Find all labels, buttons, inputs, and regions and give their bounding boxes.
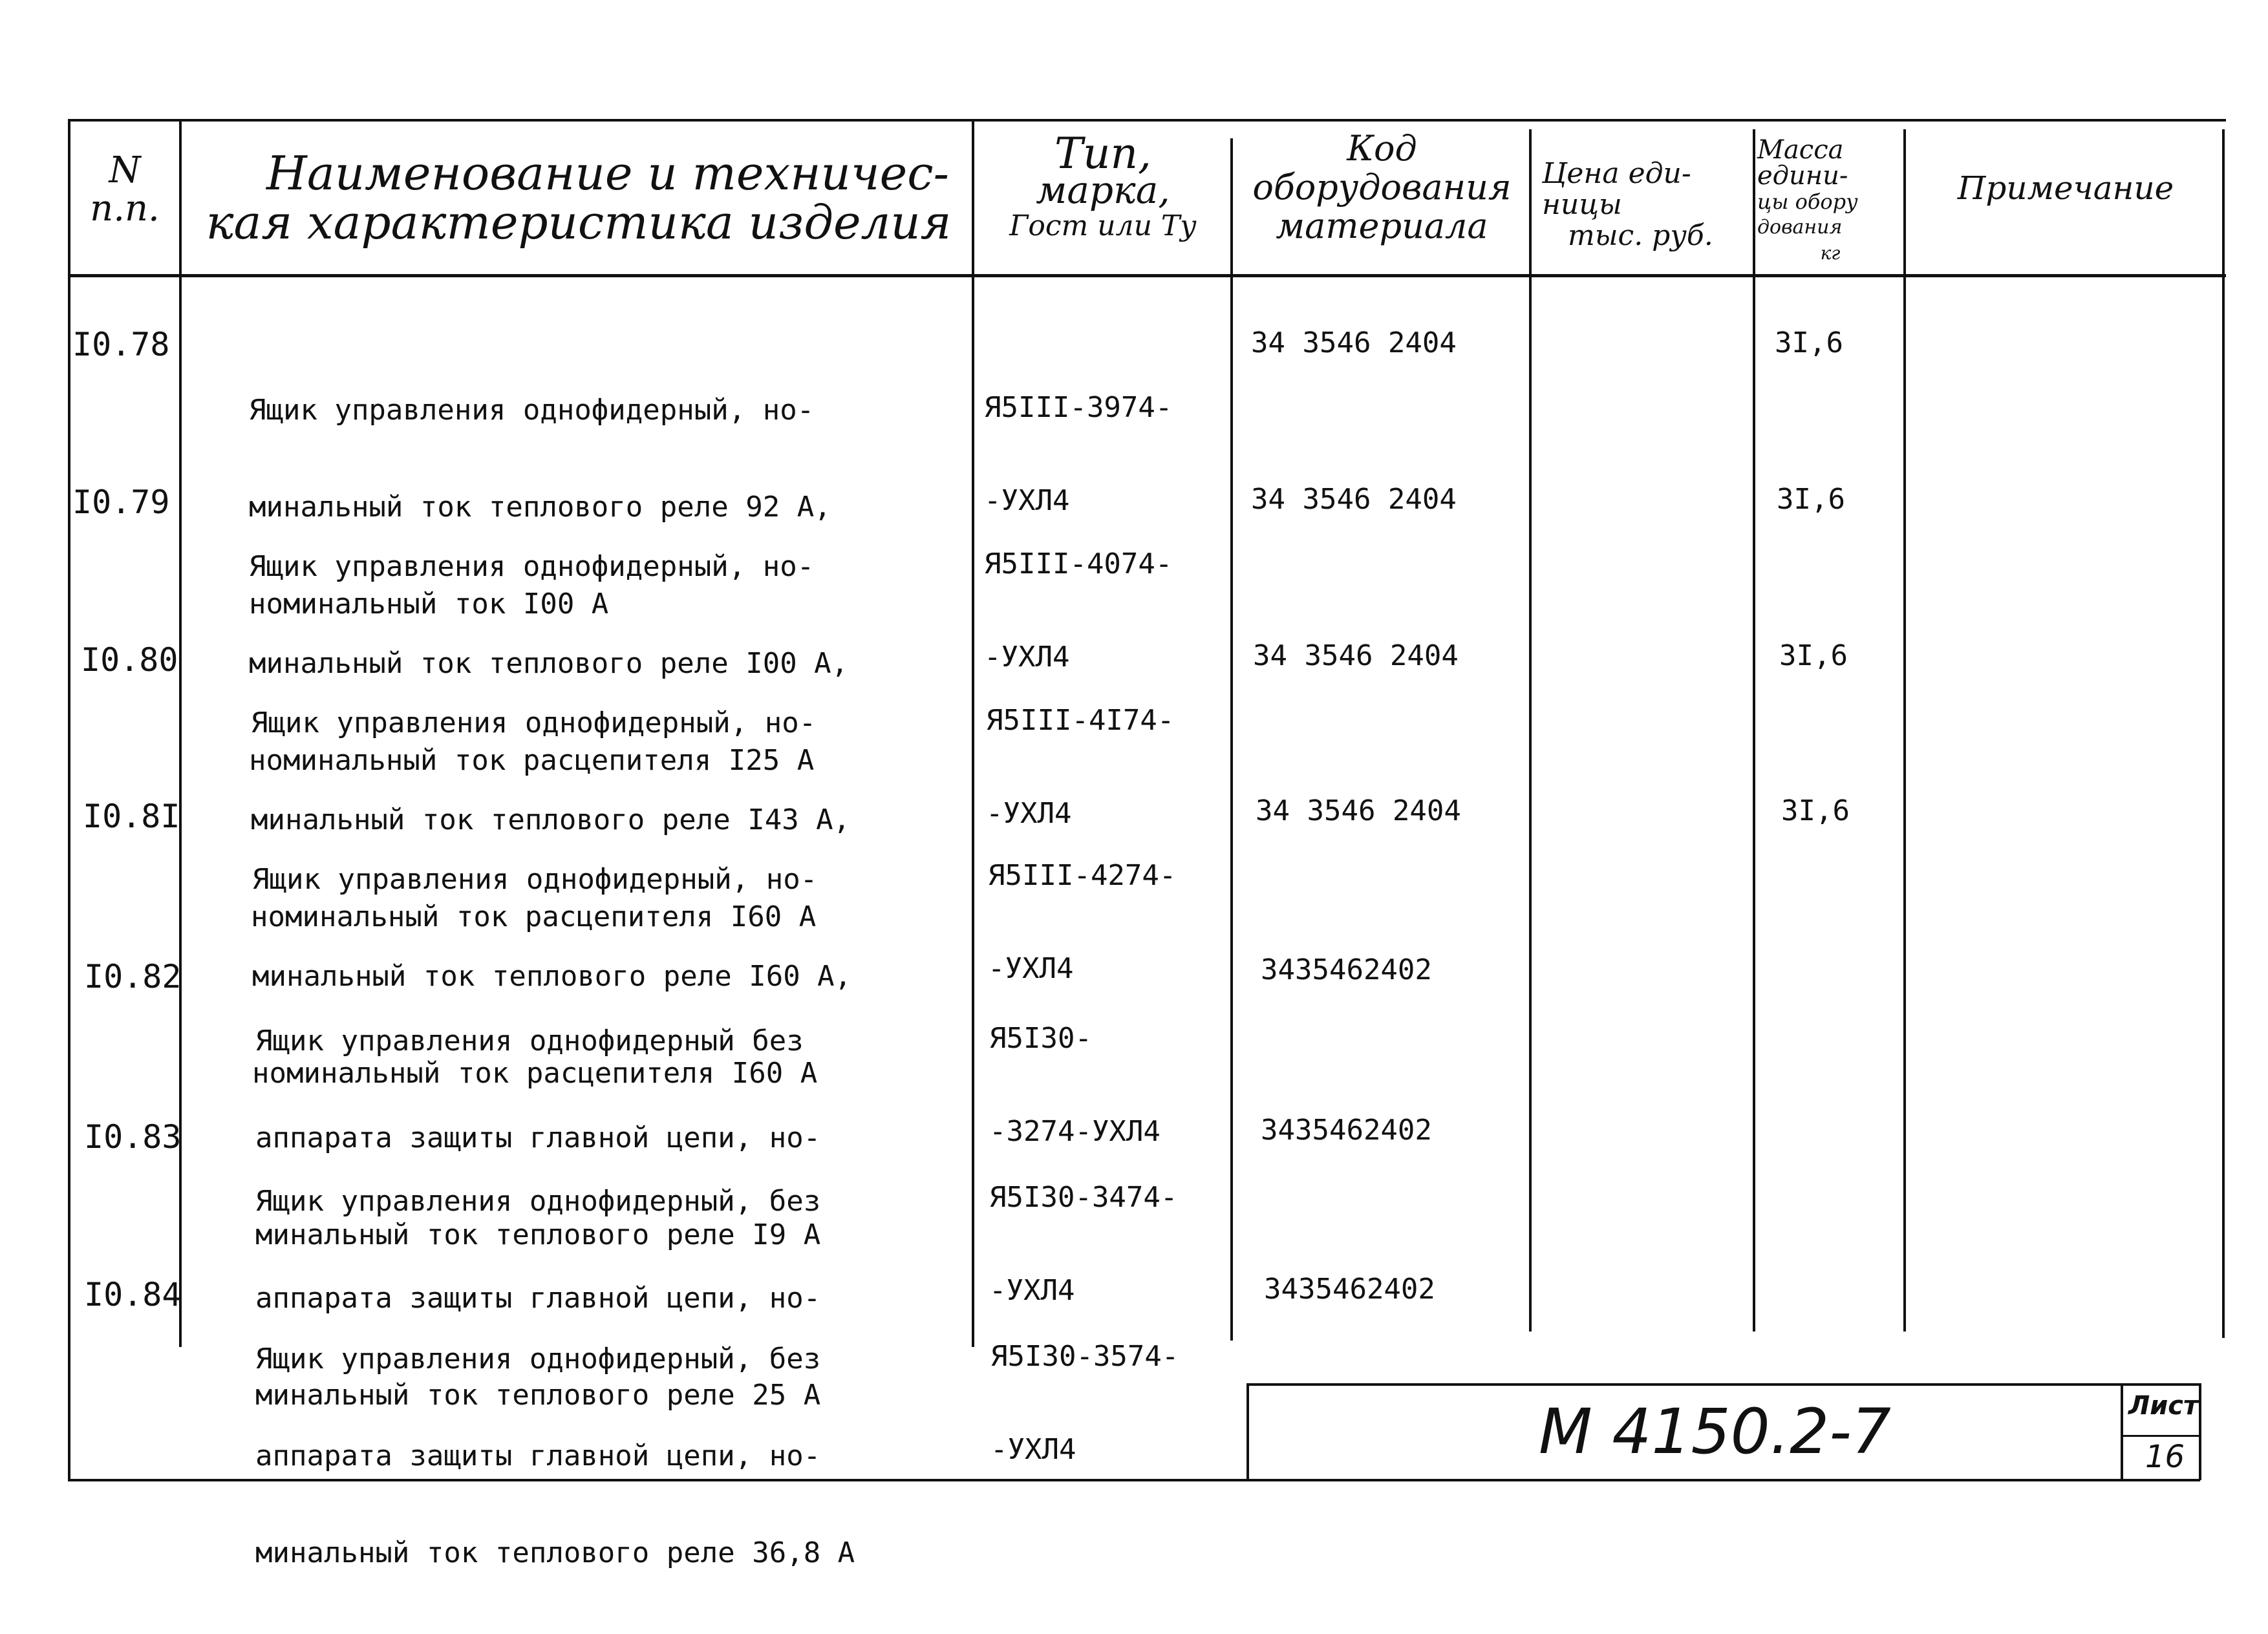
row-type-line: -УХЛ4 [986,797,1072,830]
row-type-line: Я5I30-3474- [989,1181,1178,1214]
row-type-line: Я5III-4074- [984,547,1173,580]
row-description-line: минальный ток теплового реле 92 А, [249,491,831,524]
row-description-line: Ящик управления однофидерный, без [255,1185,821,1218]
header-mass-line-3: цы обору [1757,189,1858,214]
header-num-line-2: п.п. [90,187,160,229]
row-type-line: -УХЛ4 [988,952,1074,985]
header-price-line-1: Цена еди- [1542,157,1691,190]
row-description-line: Ящик управления однофидерный, без [255,1342,821,1375]
row-code: 34 3546 2404 [1251,326,1457,359]
row-description-line: минальный ток теплового реле I60 А, [252,960,852,993]
row-description-line: минальный ток теплового реле I00 А, [249,647,849,680]
row-number: I0.84 [84,1276,182,1313]
row-description [255,1279,855,1634]
column-border-right [2222,129,2225,1338]
column-border-mass [1903,129,1906,1332]
header-bottom-border [68,274,2226,277]
row-type-line: -УХЛ4 [989,1274,1075,1307]
row-number: I0.8I [83,798,180,835]
document-code: М 4150.2-7 [1539,1395,1891,1468]
header-code-line-2: оборудования [1252,167,1512,207]
header-mass-line-2: едини- [1757,161,1848,191]
header-mass [1757,137,1903,266]
header-name-line-2: кая характеристика изделия [206,195,952,249]
header-mass-line-5: кг [1820,242,1841,264]
header-type [976,129,1230,244]
header-name [187,146,970,249]
header-note-line-1: Примечание [1957,169,2174,207]
row-code: 34 3546 2404 [1253,639,1459,672]
column-border-num [179,119,182,1347]
column-border-left [68,119,70,1480]
row-mass: 3I,6 [1775,326,1843,359]
row-description-line: номинальный ток расцепителя I60 А [252,1057,818,1090]
row-number: I0.78 [72,326,170,363]
row-description-line: номинальный ток расцепителя I25 А [249,744,815,777]
column-border-type [1230,138,1233,1341]
row-number: I0.82 [84,958,182,995]
row-description-line: минальный ток теплового реле I43 А, [251,803,851,836]
row-description-line: Ящик управления однофидерный без [255,1024,804,1057]
row-type-line: -УХЛ4 [984,484,1070,517]
row-number: I0.80 [81,641,178,679]
row-type-line: -УХЛ4 [990,1433,1076,1466]
row-description-line: аппарата защиты главной цепи, но- [255,1121,821,1154]
row-description-line: аппарата защиты главной цепи, но- [255,1282,821,1315]
row-description-line: Ящик управления однофидерный, но- [249,550,815,583]
header-note [1914,171,2218,206]
column-border-name [972,119,974,1347]
sheet-box-divider [2122,1435,2199,1437]
header-code [1235,129,1529,246]
row-type-line: -УХЛ4 [984,641,1070,674]
header-mass-line-1: Масса [1757,135,1844,165]
row-code: 3435462402 [1261,953,1432,986]
title-block-left-border [1246,1383,1249,1480]
header-price-line-3: тыс. руб. [1568,219,1713,252]
title-block-top-border [1248,1383,2200,1386]
row-description-line: номинальный ток I00 А [249,588,609,621]
row-description-line: аппарата защиты главной цепи, но- [255,1439,821,1472]
row-description-line: Ящик управления однофидерный, но- [252,863,818,896]
row-code: 34 3546 2404 [1251,483,1457,516]
header-code-line-3: материала [1276,206,1488,246]
row-type-line: Я5III-3974- [984,391,1173,424]
header-mass-line-4: дования [1757,216,1843,239]
row-description-line: минальный ток теплового реле 25 А [255,1379,821,1412]
row-description-line: минальный ток теплового реле I9 А [255,1218,821,1251]
header-price-line-2: ницы [1542,188,1622,221]
row-type-line: Я5I30-3574- [990,1340,1179,1373]
row-description-line: Ящик управления однофидерный, но- [251,706,817,739]
row-code: 3435462402 [1261,1114,1432,1147]
sheet-label: Лист [2128,1391,2199,1421]
row-type-line: Я5I30- [989,1022,1092,1055]
header-type-line-2: марка, [1036,168,1170,212]
sheet-number: 16 [2145,1439,2185,1475]
row-mass: 3I,6 [1779,639,1848,672]
header-code-line-1: Код [1347,128,1417,169]
row-description-line: минальный ток теплового реле 36,8 А [255,1536,855,1569]
row-description-line: Ящик управления однофидерный, но- [249,394,815,427]
header-num-line-1: N [109,149,141,191]
header-num [71,149,178,229]
row-mass: 3I,6 [1781,794,1850,827]
row-number: I0.79 [72,483,170,521]
sheet-box-left-border [2121,1383,2123,1480]
table-top-border [68,119,2226,122]
row-description-line: номинальный ток расцепителя I60 А [251,900,817,933]
header-type-line-1: Тип, [1054,129,1151,178]
header-name-line-1: Наименование и техничес- [266,146,949,200]
title-block-right-border [2199,1383,2201,1480]
column-border-code [1529,129,1532,1332]
row-mass: 3I,6 [1777,483,1845,516]
row-type-line: Я5III-4I74- [986,704,1175,737]
column-border-price [1753,129,1755,1332]
row-number: I0.83 [84,1118,182,1156]
row-code: 34 3546 2404 [1256,794,1461,827]
header-price [1542,158,1752,251]
row-type-line: Я5III-4274- [988,859,1177,892]
header-type-line-3: Гост или Ту [1009,209,1197,242]
row-type-line: -3274-УХЛ4 [989,1115,1161,1148]
row-code: 3435462402 [1264,1273,1435,1306]
row-type [990,1276,1179,1531]
